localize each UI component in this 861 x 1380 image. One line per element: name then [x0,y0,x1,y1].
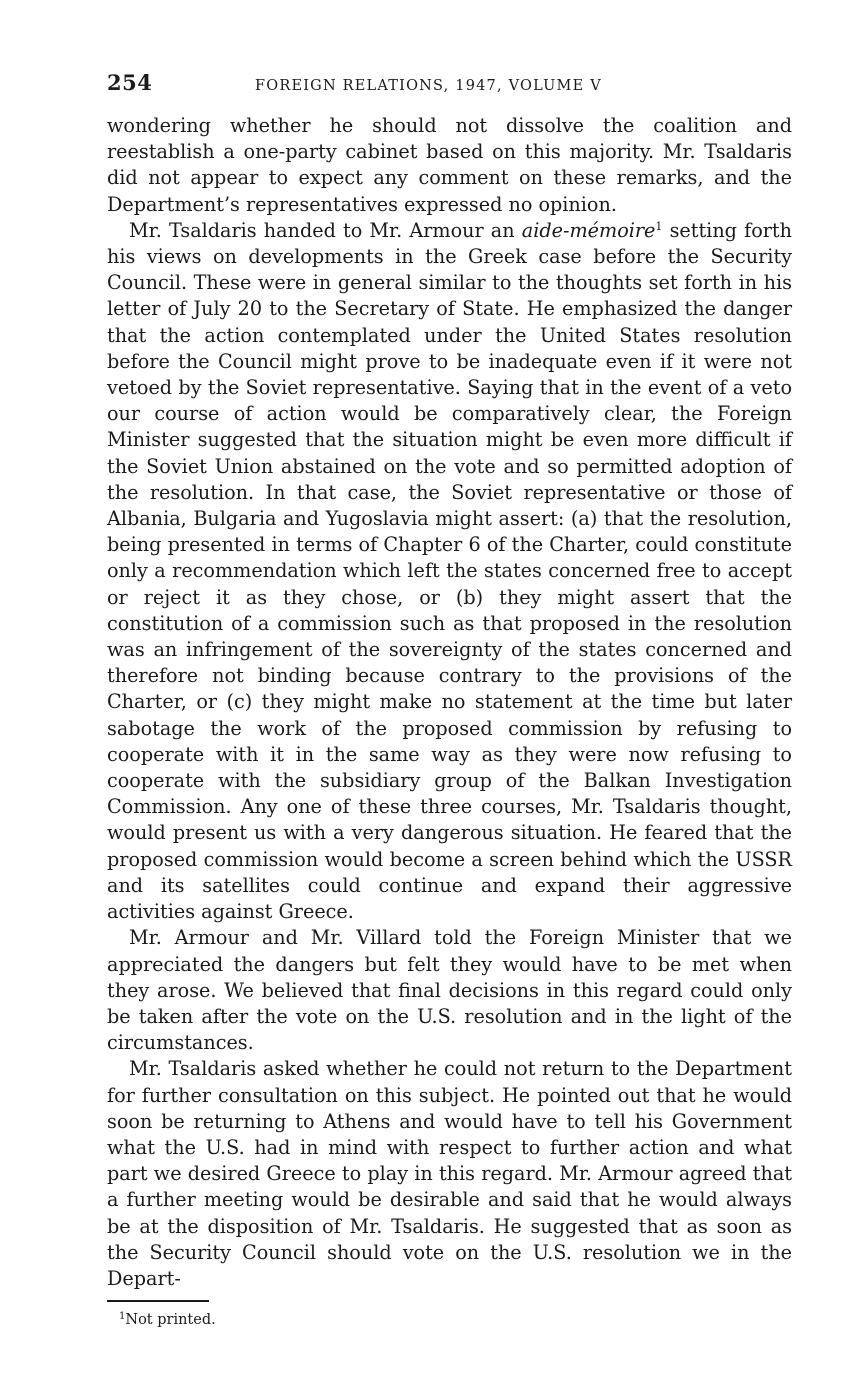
footnote-ref: 1 [655,219,663,233]
page-number: 254 [107,70,153,95]
running-head [107,70,792,104]
paragraph-aide-memoire [107,218,792,925]
paragraph-text: setting forth his views on developments in the Greek case before the Security Council. These were in general similar to the thoughts set forth in his letter of July 20 to the Secretary of State. He emphasized the danger that the action contemplated under the United States resolution before the Council might prove to be inadequate even if it were not vetoed by the Soviet representative. Saying that in the event of a veto our course of action would be comparatively clear, the Foreign Minister suggested that the situation might be even more difficult if the Soviet Union abstained on the vote and so permitted adoption of the resolution. In that case, the Soviet representative or those of Albania, Bulgaria and Yugoslavia might assert: (a) that the resolution, being presented in terms of Chapter 6 of the Charter, could constitute only a recommendation which left the states concerned free to accept or reject it as they chose, or (b) they might assert that the constitution of a commission such as that proposed in the resolution was an infringement of the sovereignty of the states concerned and therefore not binding because contrary to the provisions of the Charter, or (c) they might make no statement at the time but later sabotage the work of the proposed commission by refusing to cooperate with it in the same way as they were now refusing to cooperate with the subsidiary group of the Balkan Investigation Commission. Any one of these three courses, Mr. Tsaldaris thought, would present us with a very dangerous situation. He feared that the proposed commission would become a screen behind which the USSR and its satellites could continue and expand their aggressive activities against Greece. [107,218,792,924]
footnote-marker: 1 [119,1311,126,1323]
paragraph-continued: wondering whether he should not dissolve the coalition and reestablish a one-party cabinet based on this majority. Mr. Tsaldaris did not appear to expect any comment on these remarks, and the Department’s representatives expressed no opinion. [107,114,792,216]
footnote-divider [107,1300,209,1302]
paragraph-consultation: Mr. Tsaldaris asked whether he could not return to the Department for further consultation on this subject. He pointed out that he would soon be returning to Athens and would have to tell his Government what the U.S. had in mind with respect to further action and what part we desired Greece to play in this regard. Mr. Armour agreed that a further meeting would be desirable and said that he would always be at the disposition of Mr. Tsaldaris. He suggested that as soon as the Security Council should vote on the U.S. resolution we in the Depart- [107,1057,792,1290]
body-text [107,113,792,1292]
italic-term: aide-mémoire [521,218,656,242]
footnote-text: Not printed. [125,1312,216,1329]
document-page [107,70,792,1328]
paragraph-dangers: Mr. Armour and Mr. Villard told the Foreign Minister that we appreciated the dangers but felt they would have to be met when they arose. We believed that final decisions in this regard could only be taken after the vote on the U.S. resolution and in the light of the circumstances. [107,926,792,1055]
running-title: FOREIGN RELATIONS, 1947, VOLUME V [255,78,602,94]
footnote [119,1312,792,1328]
paragraph-text: Mr. Tsaldaris handed to Mr. Armour an [129,218,522,242]
